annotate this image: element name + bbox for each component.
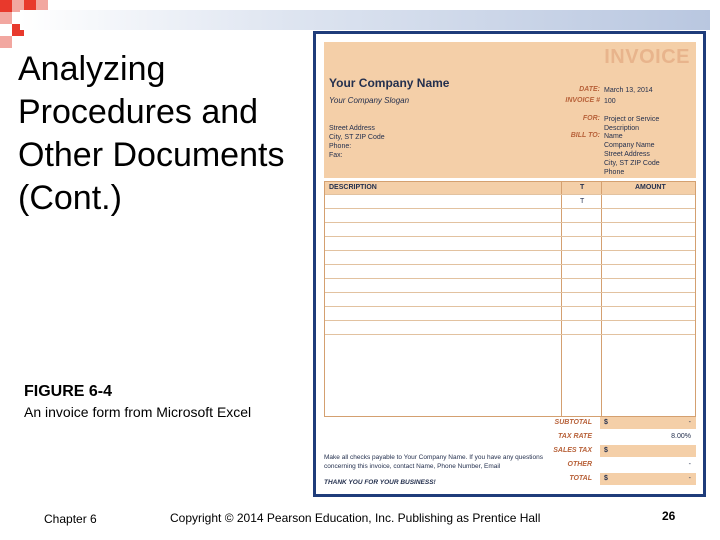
company-slogan: Your Company Slogan: [329, 96, 410, 105]
title-line: Other Documents: [18, 136, 285, 174]
company-address: [329, 124, 385, 160]
invoice-number-value: 100: [604, 98, 616, 105]
column-header-description: DESCRIPTION: [329, 184, 377, 191]
subtotal-value: -: [688, 419, 691, 426]
bill-to-label: BILL TO:: [570, 132, 600, 139]
invoice-form: [322, 40, 697, 488]
other-value: -: [688, 461, 691, 468]
subtotal-currency: $: [604, 419, 608, 426]
page-number: 26: [662, 509, 676, 523]
address-line: City, ST ZIP Code: [329, 134, 385, 141]
total-value: -: [688, 475, 691, 482]
column-divider: [561, 182, 562, 416]
date-value: March 13, 2014: [604, 87, 653, 94]
subtotal-label: SUBTOTAL: [554, 419, 592, 426]
invoice-number-label: INVOICE #: [565, 97, 600, 104]
table-row: [325, 208, 695, 209]
invoice-totals: [324, 417, 696, 489]
total-cell: [600, 473, 696, 485]
bill-to-line: Phone: [604, 169, 625, 176]
slide-title: [18, 48, 318, 220]
invoice-figure: [313, 31, 706, 497]
table-row: [325, 250, 695, 251]
sales-tax-label: SALES TAX: [553, 447, 592, 454]
bill-to-line: Name: [604, 133, 623, 140]
corner-square: [0, 36, 12, 48]
tax-rate-label: TAX RATE: [558, 433, 592, 440]
column-divider: [601, 182, 602, 416]
invoice-line-items-table: [324, 181, 696, 417]
tax-rate-cell: [600, 431, 696, 443]
bill-to-line: City, ST ZIP Code: [604, 160, 660, 167]
table-row: [325, 278, 695, 279]
table-row: [325, 222, 695, 223]
table-row: [325, 334, 695, 335]
bill-to-line: Street Address: [604, 151, 650, 158]
column-header-amount: AMOUNT: [635, 184, 666, 191]
footer-chapter: Chapter 6: [44, 512, 97, 526]
title-line: Procedures and: [18, 93, 259, 131]
title-line: Analyzing: [18, 50, 166, 88]
date-label: DATE:: [579, 86, 600, 93]
invoice-title: INVOICE: [604, 46, 690, 68]
table-row: [325, 292, 695, 293]
address-line: Street Address: [329, 125, 375, 132]
total-label: TOTAL: [569, 475, 592, 482]
column-header-t: T: [580, 184, 585, 191]
thank-you-note: THANK YOU FOR YOUR BUSINESS!: [324, 479, 436, 486]
subtotal-cell: [600, 417, 696, 429]
invoice-header: [324, 42, 696, 178]
address-line: Fax:: [329, 152, 343, 159]
for-label: FOR:: [582, 115, 600, 122]
bill-to-line: Company Name: [604, 142, 655, 149]
table-row: [325, 320, 695, 321]
row-t-value: T: [580, 198, 585, 205]
figure-label: FIGURE 6-4: [24, 383, 113, 400]
sales-tax-cell: [600, 445, 696, 457]
other-label: OTHER: [567, 461, 592, 468]
tax-rate-value: 8.00%: [671, 433, 691, 440]
total-currency: $: [604, 475, 608, 482]
footer-copyright: Copyright © 2014 Pearson Education, Inc. Publishing as Prentice Hall: [170, 511, 541, 525]
table-row: [325, 306, 695, 307]
sales-tax-currency: $: [604, 447, 608, 454]
address-line: Phone:: [329, 143, 352, 150]
corner-square: [0, 0, 12, 12]
figure-caption: An invoice form from Microsoft Excel: [24, 404, 252, 420]
table-row: [325, 264, 695, 265]
payment-note: Make all checks payable to Your Company Name. If you have any questions concerning this invoice, contact Name, Phone Number, Email: [324, 454, 543, 470]
company-name: Your Company Name: [329, 76, 450, 90]
bill-to-block: [604, 132, 660, 177]
table-header: [325, 182, 695, 194]
header-gradient-bar: [20, 10, 710, 30]
corner-square: [0, 12, 12, 24]
other-cell: [600, 459, 696, 471]
for-value: Project or Service Description: [604, 116, 660, 132]
table-row: [325, 236, 695, 237]
table-row: [325, 194, 695, 195]
title-line: (Cont.): [18, 179, 122, 217]
